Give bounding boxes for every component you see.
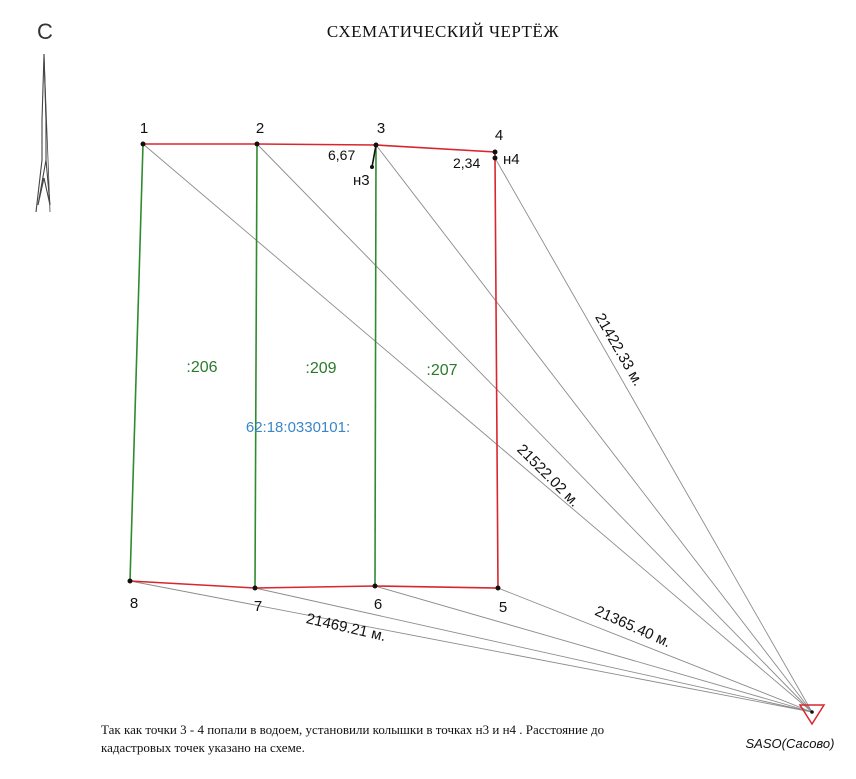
distance-label-8: 21469.21 м. [304, 610, 388, 646]
point-label-4: 4 [494, 127, 504, 144]
point-label-6: 6 [373, 596, 383, 613]
point-label-2: 2 [255, 120, 265, 137]
parcel-division-lines [130, 144, 376, 588]
point-label-n3: н3 [353, 172, 370, 189]
offset-label-n4: 2,34 [453, 155, 481, 171]
point-label-5: 5 [498, 599, 508, 616]
parcel-label-209: :209 [305, 360, 337, 377]
point-label-n4: н4 [503, 151, 520, 168]
distance-label-5: 21365.40 м. [592, 602, 674, 652]
distance-label-3: 21522.02 м. [513, 441, 583, 511]
parcel-label-207: :207 [426, 362, 458, 379]
point-label-3: 3 [376, 120, 386, 137]
station-triangle-icon [800, 705, 824, 724]
point-label-1: 1 [139, 120, 149, 137]
point-label-7: 7 [253, 598, 263, 615]
drawing-title: СХЕМАТИЧЕСКИЙ ЧЕРТЁЖ [326, 22, 560, 41]
north-label: С [37, 19, 53, 44]
parcel-label-206: :206 [186, 359, 218, 376]
distance-label-4: 21422.33 м. [591, 310, 647, 390]
note-line-1: Так как точки 3 - 4 попали в водоем, установили колышки в точках н3 и н4 . Расстояние до [101, 722, 605, 737]
distance-rays [130, 144, 812, 712]
point-label-8: 8 [129, 595, 139, 612]
note-line-2: кадастровых точек указано на схеме. [101, 740, 305, 755]
offset-label-n3: 6,67 [328, 147, 356, 163]
north-arrow-icon [36, 54, 50, 212]
cadastral-block-label: 62:18:0330101: [245, 419, 351, 436]
station-label: SASO(Сасово) [745, 736, 835, 751]
